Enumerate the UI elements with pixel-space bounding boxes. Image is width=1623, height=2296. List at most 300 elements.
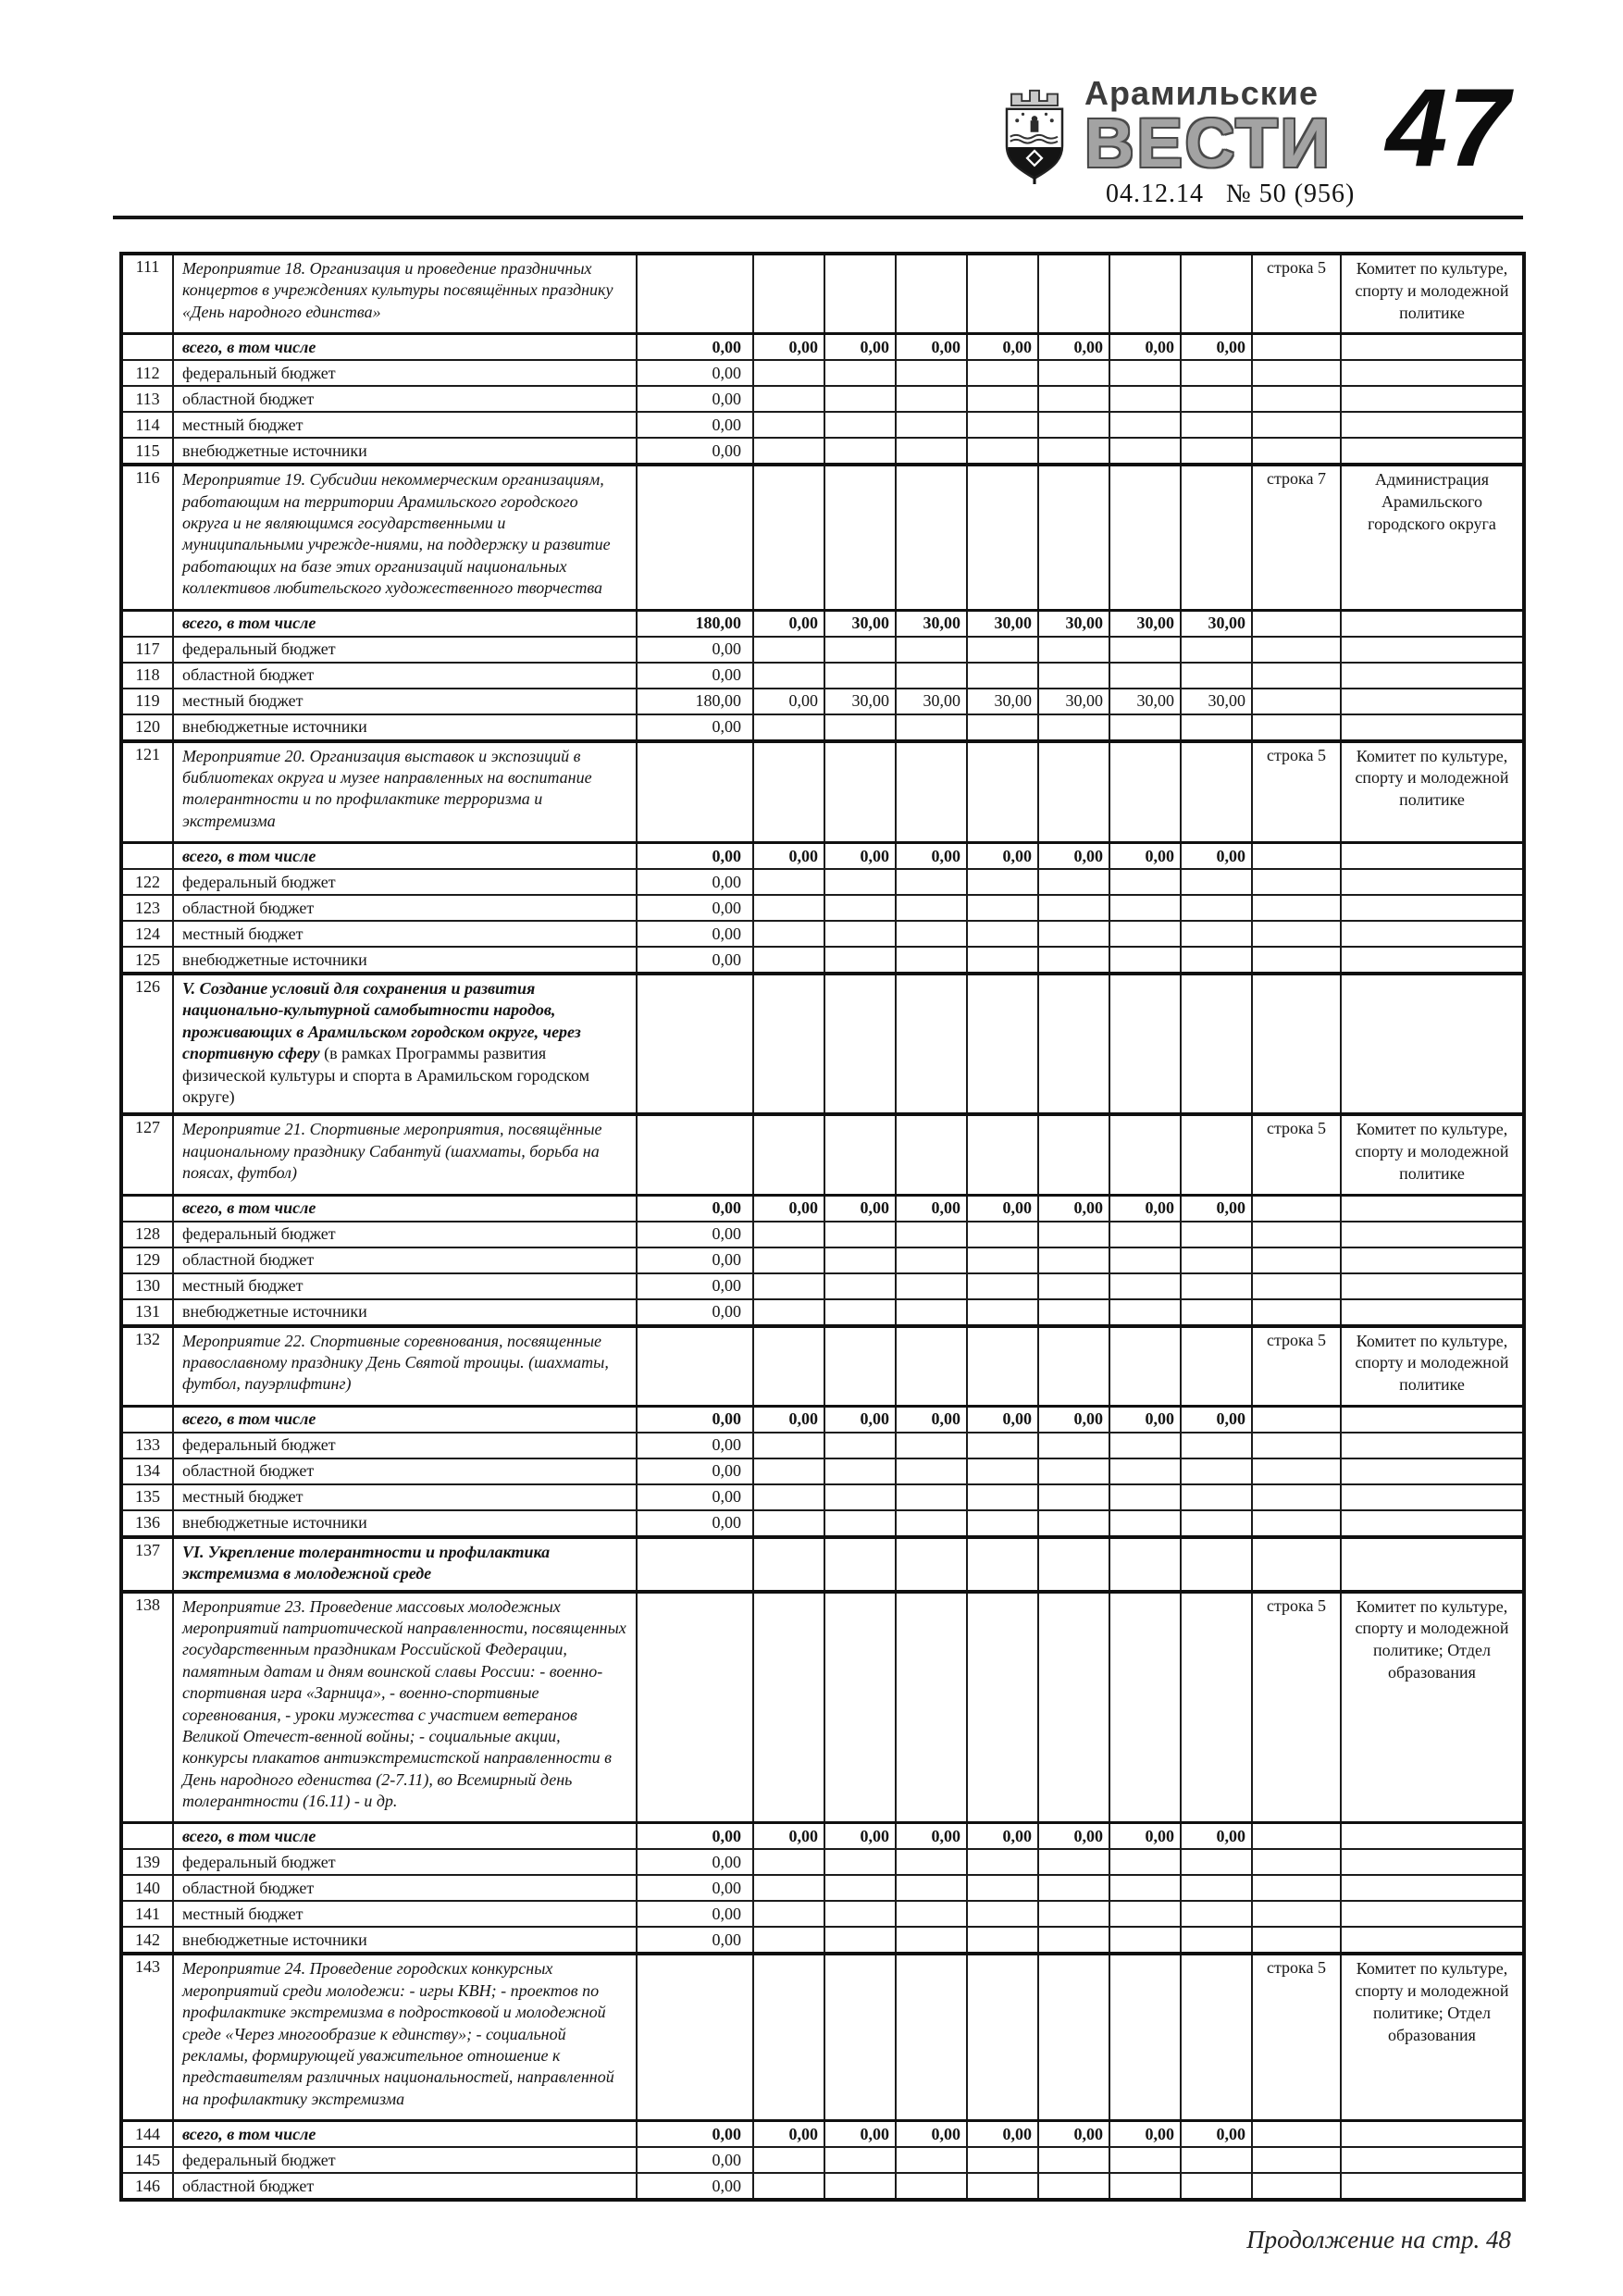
budget-source-label: федеральный бюджет: [173, 1849, 637, 1875]
budget-row: [121, 1247, 1524, 1273]
budget-value: [1181, 1484, 1252, 1510]
measure-value: [896, 1592, 967, 1823]
budget-value: [1109, 637, 1181, 663]
budget-table: [119, 252, 1526, 2202]
total-value: 0,00: [824, 1406, 896, 1433]
measure-value: [1181, 254, 1252, 334]
budget-value: [1109, 663, 1181, 689]
budget-value: [753, 412, 824, 438]
stroka-label: строка 5: [1252, 1592, 1341, 1823]
budget-value: 0,00: [637, 1222, 753, 1247]
measure-value: [637, 1954, 753, 2120]
budget-value: 0,00: [637, 921, 753, 947]
budget-value: [824, 921, 896, 947]
total-value: 0,00: [1181, 1823, 1252, 1850]
continuation-note: Продолжение на стр. 48: [1246, 2226, 1511, 2254]
budget-row: [121, 921, 1524, 947]
budget-value: [1181, 947, 1252, 974]
measure-value: [1038, 1592, 1109, 1823]
total-value: 0,00: [753, 1195, 824, 1222]
budget-value: [967, 1484, 1038, 1510]
total-value: 0,00: [753, 1823, 824, 1850]
budget-value: [753, 1222, 824, 1247]
total-row: [121, 1406, 1524, 1433]
row-number: 128: [121, 1222, 173, 1247]
row-number: 120: [121, 714, 173, 741]
row-number: 124: [121, 921, 173, 947]
budget-value: 0,00: [637, 2173, 753, 2200]
budget-value: [967, 663, 1038, 689]
row-number: 111: [121, 254, 173, 334]
section-value: [637, 1537, 753, 1592]
budget-value: [824, 2173, 896, 2200]
budget-value: 0,00: [637, 947, 753, 974]
budget-source-label: федеральный бюджет: [173, 637, 637, 663]
budget-value: [1109, 1433, 1181, 1458]
budget-row: [121, 438, 1524, 465]
total-value: 0,00: [1109, 843, 1181, 870]
stroka-cell: [1252, 1406, 1341, 1433]
budget-value: [896, 637, 967, 663]
section-value: [967, 974, 1038, 1114]
stroka-cell: [1252, 334, 1341, 361]
total-value: 30,00: [824, 610, 896, 637]
total-value: 0,00: [753, 1406, 824, 1433]
stroka-label: строка 7: [1252, 465, 1341, 610]
measure-value: [753, 465, 824, 610]
budget-row: [121, 412, 1524, 438]
responsible-cell: [1341, 1484, 1524, 1510]
row-number: 134: [121, 1458, 173, 1484]
total-value: 0,00: [1038, 334, 1109, 361]
measure-value: [1109, 1326, 1181, 1407]
budget-source-label: внебюджетные источники: [173, 438, 637, 465]
budget-value: [896, 921, 967, 947]
budget-value: [824, 2147, 896, 2173]
budget-value: [896, 895, 967, 921]
budget-value: [1181, 1458, 1252, 1484]
total-value: 30,00: [1038, 610, 1109, 637]
budget-value: 0,00: [637, 1484, 753, 1510]
measure-value: [1038, 254, 1109, 334]
budget-row: [121, 1433, 1524, 1458]
budget-value: [967, 1875, 1038, 1901]
stroka-cell: [1252, 2173, 1341, 2200]
budget-value: [1181, 1901, 1252, 1927]
row-number: 132: [121, 1326, 173, 1407]
section-title-rest: (в рамках Программы развития физической культуры и спорта в Арамильском городском округе): [182, 1044, 590, 1107]
total-value: 30,00: [1109, 610, 1181, 637]
budget-value: [1109, 360, 1181, 386]
budget-value: [896, 1927, 967, 1954]
budget-value: 0,00: [637, 1433, 753, 1458]
budget-value: [896, 1273, 967, 1299]
budget-value: [1109, 714, 1181, 741]
budget-value: [753, 1875, 824, 1901]
row-number: 116: [121, 465, 173, 610]
stroka-cell: [1252, 1875, 1341, 1901]
budget-value: [753, 637, 824, 663]
stroka-cell: [1252, 1537, 1341, 1592]
budget-value: [824, 637, 896, 663]
total-value: 0,00: [1109, 1406, 1181, 1433]
responsible-cell: [1341, 1195, 1524, 1222]
total-label: всего, в том числе: [173, 1823, 637, 1850]
budget-value: [824, 895, 896, 921]
budget-value: [967, 947, 1038, 974]
row-number: 117: [121, 637, 173, 663]
budget-value: [967, 921, 1038, 947]
budget-value: [1038, 1433, 1109, 1458]
budget-source-label: областной бюджет: [173, 663, 637, 689]
total-value: 0,00: [637, 843, 753, 870]
budget-value: [1109, 2173, 1181, 2200]
budget-value: [753, 1247, 824, 1273]
total-value: 0,00: [967, 334, 1038, 361]
budget-value: [1181, 438, 1252, 465]
measure-value: [753, 1114, 824, 1195]
row-number: 135: [121, 1484, 173, 1510]
responsible-cell: [1341, 2173, 1524, 2200]
total-value: 0,00: [753, 843, 824, 870]
budget-value: 0,00: [637, 869, 753, 895]
stroka-cell: [1252, 1458, 1341, 1484]
measure-value: [1181, 465, 1252, 610]
total-value: 0,00: [1109, 334, 1181, 361]
budget-value: [1038, 869, 1109, 895]
budget-value: [824, 1484, 896, 1510]
budget-value: 0,00: [637, 663, 753, 689]
budget-value: [1181, 1433, 1252, 1458]
budget-value: [1109, 1901, 1181, 1927]
stroka-cell: [1252, 1484, 1341, 1510]
total-row: [121, 610, 1524, 637]
page-number: 47: [1385, 66, 1510, 190]
responsible-cell: [1341, 412, 1524, 438]
row-number: 140: [121, 1875, 173, 1901]
stroka-label: строка 5: [1252, 1326, 1341, 1407]
measure-value: [824, 1592, 896, 1823]
budget-row: [121, 1510, 1524, 1537]
stroka-label: строка 5: [1252, 741, 1341, 843]
budget-value: [896, 1222, 967, 1247]
budget-value: [753, 1927, 824, 1954]
responsible-cell: [1341, 360, 1524, 386]
total-label: всего, в том числе: [173, 843, 637, 870]
total-value: 0,00: [824, 2121, 896, 2148]
section-row: [121, 1537, 1524, 1592]
budget-value: [753, 1510, 824, 1537]
budget-value: [1109, 438, 1181, 465]
total-value: 0,00: [637, 334, 753, 361]
row-number: 139: [121, 1849, 173, 1875]
budget-value: [753, 921, 824, 947]
measure-value: [896, 1114, 967, 1195]
budget-source-label: федеральный бюджет: [173, 2147, 637, 2173]
measure-description: Мероприятие 20. Организация выставок и экспозиций в библиотеках округа и музее направленных на воспитание толерантности и по профилактике терроризма и экстремизма: [173, 741, 637, 843]
budget-value: [1109, 1510, 1181, 1537]
budget-value: [1109, 1458, 1181, 1484]
measure-value: [1109, 254, 1181, 334]
total-label: всего, в том числе: [173, 2121, 637, 2148]
budget-value: [753, 663, 824, 689]
budget-source-label: местный бюджет: [173, 921, 637, 947]
row-number: [121, 843, 173, 870]
responsible-cell: [1341, 2147, 1524, 2173]
budget-value: [1109, 947, 1181, 974]
budget-value: [967, 1927, 1038, 1954]
stroka-cell: [1252, 1222, 1341, 1247]
row-number: 125: [121, 947, 173, 974]
row-number: 127: [121, 1114, 173, 1195]
responsible-cell: [1341, 1927, 1524, 1954]
budget-value: [753, 869, 824, 895]
budget-value: [1109, 869, 1181, 895]
budget-value: [967, 360, 1038, 386]
responsible-label: Комитет по культуре, спорту и молодежной политике: [1341, 1326, 1524, 1407]
budget-value: [753, 947, 824, 974]
stroka-cell: [1252, 947, 1341, 974]
budget-value: 0,00: [637, 1458, 753, 1484]
section-value: [896, 974, 967, 1114]
budget-source-label: федеральный бюджет: [173, 360, 637, 386]
measure-value: [637, 1592, 753, 1823]
responsible-label: Администрация Арамильского городского округа: [1341, 465, 1524, 610]
budget-value: [1109, 1927, 1181, 1954]
stroka-cell: [1252, 1849, 1341, 1875]
budget-source-label: внебюджетные источники: [173, 714, 637, 741]
budget-value: [896, 360, 967, 386]
total-value: 30,00: [1181, 610, 1252, 637]
row-number: 126: [121, 974, 173, 1114]
budget-value: [1181, 2173, 1252, 2200]
stroka-cell: [1252, 689, 1341, 714]
total-value: 0,00: [824, 1195, 896, 1222]
measure-value: [896, 465, 967, 610]
budget-value: [1038, 360, 1109, 386]
responsible-cell: [1341, 334, 1524, 361]
section-value: [1038, 1537, 1109, 1592]
budget-value: [1181, 1299, 1252, 1326]
budget-source-label: федеральный бюджет: [173, 1222, 637, 1247]
budget-source-label: областной бюджет: [173, 895, 637, 921]
budget-value: 0,00: [637, 2147, 753, 2173]
total-value: 0,00: [824, 1823, 896, 1850]
section-title-bold: VI. Укрепление толерантности и профилактика экстремизма в молодежной среде: [182, 1542, 551, 1583]
budget-source-label: федеральный бюджет: [173, 1433, 637, 1458]
responsible-cell: [1341, 843, 1524, 870]
budget-value: [1181, 412, 1252, 438]
measure-description: Мероприятие 19. Субсидии некоммерческим организациям, работающим на территории Арамильского городского округа и не являющимся государственными и муниципальными учрежде-ниями, на поддержку и развитие работающих на базе этих организаций национальных коллективов любительского художественного творчества: [173, 465, 637, 610]
total-value: 0,00: [967, 1823, 1038, 1850]
stroka-cell: [1252, 412, 1341, 438]
budget-value: [896, 1299, 967, 1326]
responsible-cell: [1341, 1406, 1524, 1433]
total-value: 0,00: [967, 843, 1038, 870]
total-value: 30,00: [896, 610, 967, 637]
measure-value: [824, 465, 896, 610]
total-row: [121, 2121, 1524, 2148]
measure-value: [1038, 741, 1109, 843]
section-value: [637, 974, 753, 1114]
budget-value: [967, 1458, 1038, 1484]
measure-value: [824, 254, 896, 334]
budget-value: [1109, 921, 1181, 947]
row-number: 144: [121, 2121, 173, 2148]
measure-description: Мероприятие 21. Спортивные мероприятия, посвящённые национальному празднику Сабантуй (шахматы, борьба на поясах, футбол): [173, 1114, 637, 1195]
budget-value: [896, 2147, 967, 2173]
budget-value: [1181, 1510, 1252, 1537]
budget-value: [1109, 2147, 1181, 2173]
stroka-cell: [1252, 360, 1341, 386]
budget-value: [1181, 1222, 1252, 1247]
budget-row: [121, 2147, 1524, 2173]
budget-value: [967, 1901, 1038, 1927]
budget-value: [753, 1849, 824, 1875]
budget-value: [1038, 663, 1109, 689]
budget-value: [824, 1433, 896, 1458]
budget-value: [824, 1273, 896, 1299]
budget-value: [824, 663, 896, 689]
budget-value: [1038, 1273, 1109, 1299]
total-label: всего, в том числе: [173, 610, 637, 637]
budget-source-label: областной бюджет: [173, 1458, 637, 1484]
total-value: 0,00: [1109, 1195, 1181, 1222]
section-value: [1109, 974, 1181, 1114]
section-title-bold: V. Создание условий для сохранения и развития национально-культурной самобытности народов, проживающих в Арамильском городском округе, через спортивную сферу: [182, 979, 581, 1063]
total-label: всего, в том числе: [173, 1195, 637, 1222]
budget-value: [824, 714, 896, 741]
responsible-cell: [1341, 1458, 1524, 1484]
budget-value: [896, 1849, 967, 1875]
section-value: [753, 1537, 824, 1592]
newspaper-name-top: Арамильские: [1084, 74, 1319, 112]
section-value: [1181, 974, 1252, 1114]
measure-value: [1181, 1954, 1252, 2120]
budget-value: [1038, 438, 1109, 465]
stroka-cell: [1252, 1823, 1341, 1850]
responsible-cell: [1341, 869, 1524, 895]
budget-value: [896, 1458, 967, 1484]
responsible-cell: [1341, 1510, 1524, 1537]
total-row: [121, 1823, 1524, 1850]
measure-value: [637, 465, 753, 610]
stroka-cell: [1252, 663, 1341, 689]
budget-row: [121, 689, 1524, 714]
budget-value: 0,00: [637, 1875, 753, 1901]
row-number: 122: [121, 869, 173, 895]
row-number: 136: [121, 1510, 173, 1537]
budget-value: [753, 1299, 824, 1326]
total-value: 0,00: [896, 1823, 967, 1850]
budget-value: [967, 1299, 1038, 1326]
budget-value: [896, 869, 967, 895]
budget-source-label: федеральный бюджет: [173, 869, 637, 895]
budget-source-label: внебюджетные источники: [173, 1510, 637, 1537]
measure-value: [1181, 741, 1252, 843]
budget-value: [967, 1222, 1038, 1247]
measure-row: [121, 741, 1524, 843]
budget-value: [1038, 2173, 1109, 2200]
budget-row: [121, 386, 1524, 412]
budget-source-label: местный бюджет: [173, 1484, 637, 1510]
measure-value: [967, 741, 1038, 843]
stroka-cell: [1252, 1299, 1341, 1326]
total-value: 30,00: [967, 610, 1038, 637]
measure-value: [896, 254, 967, 334]
budget-value: [1109, 1849, 1181, 1875]
budget-value: [896, 1433, 967, 1458]
total-row: [121, 1195, 1524, 1222]
budget-row: [121, 1875, 1524, 1901]
issue-info: 04.12.14 № 50 (956): [1106, 180, 1356, 208]
measure-description: Мероприятие 23. Проведение массовых молодежных мероприятий патриотической направленности, посвященных государственным праздникам Российской Федерации, памятным датам и дням воинской славы России: - военно-спортивная игра «Зарница», - военно-спортивные соревнования, - уроки мужества с участием ветеранов Великой Отечест-венной войны; - социальные акции, конкурсы плакатов антиэкстремистской направленности в День народного едениства (2-7.11), во Всемирный день толерантности (16.11) - и др.: [173, 1592, 637, 1823]
responsible-label: Комитет по культуре, спорту и молодежной политике; Отдел образования: [1341, 1954, 1524, 2120]
row-number: 130: [121, 1273, 173, 1299]
total-value: 0,00: [753, 610, 824, 637]
measure-value: [824, 1954, 896, 2120]
total-row: [121, 334, 1524, 361]
section-row: [121, 974, 1524, 1114]
total-value: 0,00: [896, 334, 967, 361]
total-value: 0,00: [896, 1195, 967, 1222]
budget-value: [1038, 1458, 1109, 1484]
budget-value: [753, 1433, 824, 1458]
stroka-label: строка 5: [1252, 1114, 1341, 1195]
responsible-cell: [1341, 921, 1524, 947]
budget-row: [121, 2173, 1524, 2200]
measure-value: [967, 1954, 1038, 2120]
section-value: [896, 1537, 967, 1592]
measure-value: [824, 1326, 896, 1407]
budget-value: [1181, 1875, 1252, 1901]
measure-row: [121, 1326, 1524, 1407]
total-value: 0,00: [824, 843, 896, 870]
total-label: всего, в том числе: [173, 334, 637, 361]
budget-row: [121, 895, 1524, 921]
budget-row: [121, 637, 1524, 663]
row-number: 131: [121, 1299, 173, 1326]
measure-value: [1109, 1592, 1181, 1823]
budget-value: 0,00: [637, 1510, 753, 1537]
row-number: 146: [121, 2173, 173, 2200]
budget-row: [121, 1222, 1524, 1247]
budget-value: [1181, 386, 1252, 412]
stroka-cell: [1252, 610, 1341, 637]
budget-value: [1181, 1273, 1252, 1299]
responsible-cell: [1341, 2121, 1524, 2148]
measure-row: [121, 465, 1524, 610]
budget-value: [1181, 1927, 1252, 1954]
total-value: 0,00: [1038, 1823, 1109, 1850]
measure-value: [753, 1954, 824, 2120]
section-value: [824, 1537, 896, 1592]
section-value: [1038, 974, 1109, 1114]
responsible-label: Комитет по культуре, спорту и молодежной политике; Отдел образования: [1341, 1592, 1524, 1823]
row-number: [121, 610, 173, 637]
budget-value: 0,00: [637, 1901, 753, 1927]
budget-value: [1038, 1484, 1109, 1510]
budget-value: [1109, 1247, 1181, 1273]
budget-value: [1038, 1299, 1109, 1326]
measure-value: [967, 254, 1038, 334]
budget-value: [896, 947, 967, 974]
total-row: [121, 843, 1524, 870]
measure-value: [637, 741, 753, 843]
budget-value: [967, 386, 1038, 412]
responsible-cell: [1341, 1537, 1524, 1592]
budget-value: 0,00: [637, 1299, 753, 1326]
